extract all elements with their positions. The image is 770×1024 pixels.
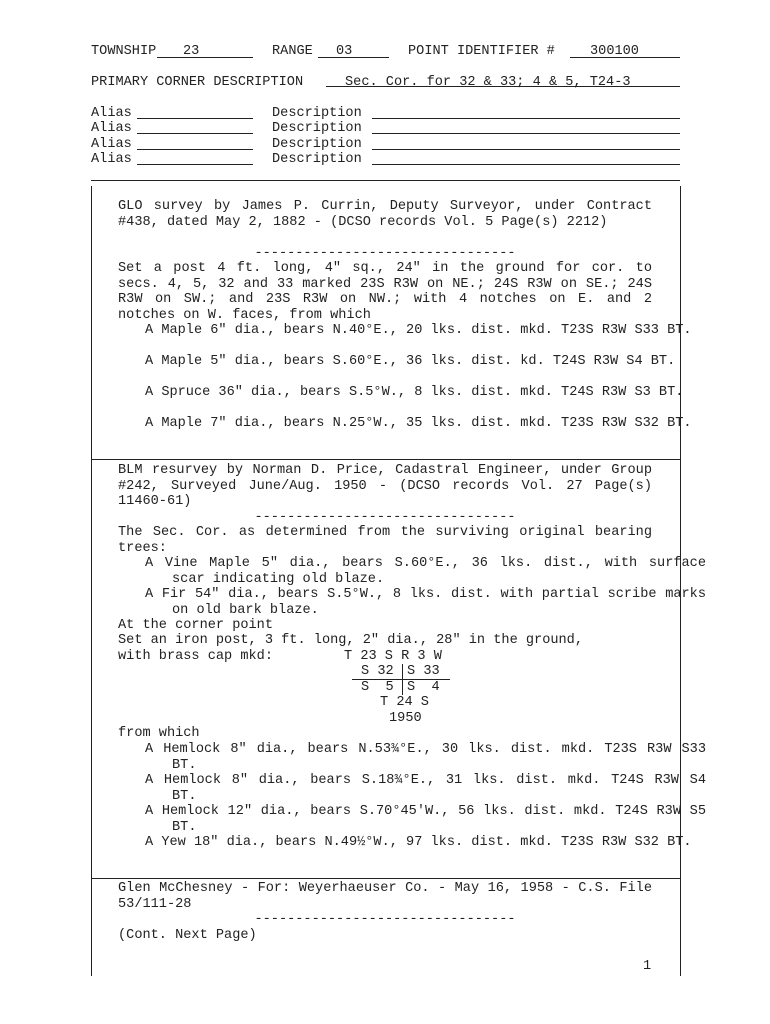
- from-which-text: from which: [118, 726, 200, 741]
- original-tree-item: A Fir 54" dia., bears S.5°W., 8 lks. dist. with partial scribe marks on old bark blaze.: [145, 587, 706, 618]
- alias-label: Alias: [91, 152, 132, 167]
- bearing-tree-item: A Hemlock 12" dia., bears S.70°45'W., 56 lks. dist. mkd. T24S R3W S5 BT.: [145, 804, 706, 835]
- primary-corner-label: PRIMARY CORNER DESCRIPTION: [91, 75, 304, 90]
- bearing-tree-item: A Hemlock 8" dia., bears S.18¾°E., 31 lks. dist. mkd. T24S R3W S4 BT.: [145, 773, 706, 804]
- bearing-tree-item: A Maple 7" dia., bears N.25°W., 35 lks. dist. mkd. T23S R3W S32 BT.: [145, 416, 692, 431]
- alias-field: [137, 133, 253, 134]
- cap-line-4: T 24 S: [380, 695, 429, 710]
- separator: --------------------------------: [254, 912, 516, 927]
- page-number: 1: [643, 959, 652, 974]
- section-divider-1: [91, 459, 680, 460]
- section-divider-2: [91, 878, 680, 879]
- primary-corner-value: Sec. Cor. for 32 & 33; 4 & 5, T24-3: [345, 75, 631, 90]
- separator: --------------------------------: [254, 510, 516, 525]
- bearing-tree-item: A Maple 6" dia., bears N.40°E., 20 lks. dist. mkd. T23S R3W S33 BT.: [145, 323, 692, 338]
- description-label: Description: [272, 106, 362, 121]
- point-identifier-value: 300100: [590, 44, 639, 59]
- description-field: [372, 164, 680, 165]
- township-value: 23: [183, 44, 200, 59]
- blm-resurvey-text: The Sec. Cor. as determined from the surviving original bearing trees:: [118, 525, 652, 556]
- alias-label: Alias: [91, 106, 132, 121]
- alias-field: [137, 164, 253, 165]
- alias-label: Alias: [91, 121, 132, 136]
- alias-field: [137, 149, 253, 150]
- header-divider: [91, 180, 680, 181]
- description-field: [372, 149, 680, 150]
- range-value: 03: [336, 44, 353, 59]
- description-field: [372, 133, 680, 134]
- at-corner-text: At the corner point: [118, 618, 273, 633]
- original-tree-item: A Vine Maple 5" dia., bears S.60°E., 36 lks. dist., with surface scar indicating old blaze.: [145, 556, 706, 587]
- description-label: Description: [272, 152, 362, 167]
- set-post-text: Set an iron post, 3 ft. long, 2" dia., 28" in the ground,: [118, 633, 583, 648]
- range-label: RANGE: [272, 44, 313, 59]
- alias-label: Alias: [91, 137, 132, 152]
- township-label: TOWNSHIP: [91, 44, 157, 59]
- blm-resurvey-intro: BLM resurvey by Norman D. Price, Cadastral Engineer, under Group #242, Surveyed June/Aug. 1950 - (DCSO records Vol. 27 Page(s) 11460-61): [118, 463, 652, 509]
- cap-s4: S 4: [407, 680, 440, 695]
- continued-note: (Cont. Next Page): [118, 928, 257, 943]
- cap-s32: S 32: [361, 664, 394, 679]
- glo-survey-text: Set a post 4 ft. long, 4" sq., 24" in the ground for cor. to secs. 4, 5, 32 and 33 marked 23S R3W on NE.; 24S R3W on SE.; 24S R3W on SW.; and 23S R3W on NW.; with 4 notches on E. and 2 notches on W. faces, from which: [118, 261, 652, 323]
- cap-s33: S 33: [407, 664, 440, 679]
- description-label: Description: [272, 137, 362, 152]
- brass-cap-label: with brass cap mkd:: [118, 649, 273, 664]
- description-label: Description: [272, 121, 362, 136]
- glo-survey-intro: GLO survey by James P. Currin, Deputy Surveyor, under Contract #438, dated May 2, 1882 - (DCSO records Vol. 5 Page(s) 2212): [118, 199, 652, 230]
- bearing-tree-item: A Spruce 36" dia., bears S.5°W., 8 lks. dist. mkd. T24S R3W S3 BT.: [145, 385, 684, 400]
- cap-line-1: T 23 S R 3 W: [344, 649, 442, 664]
- point-identifier-label: POINT IDENTIFIER #: [408, 44, 555, 59]
- bearing-tree-item: A Maple 5" dia., bears S.60°E., 36 lks. dist. kd. T24S R3W S4 BT.: [145, 354, 676, 369]
- description-field: [372, 118, 680, 119]
- cap-year: 1950: [389, 711, 422, 726]
- bearing-tree-item: A Yew 18" dia., bears N.49½°W., 97 lks. dist. mkd. T23S R3W S32 BT.: [145, 835, 692, 850]
- mcchesney-intro: Glen McChesney - For: Weyerhaeuser Co. - May 16, 1958 - C.S. File 53/111-28: [118, 881, 652, 912]
- bearing-tree-item: A Hemlock 8" dia., bears N.53¾°E., 30 lks. dist. mkd. T23S R3W S33 BT.: [145, 742, 706, 773]
- cap-s5: S 5: [361, 680, 394, 695]
- left-border: [91, 186, 92, 976]
- separator: --------------------------------: [254, 246, 516, 261]
- alias-field: [137, 118, 253, 119]
